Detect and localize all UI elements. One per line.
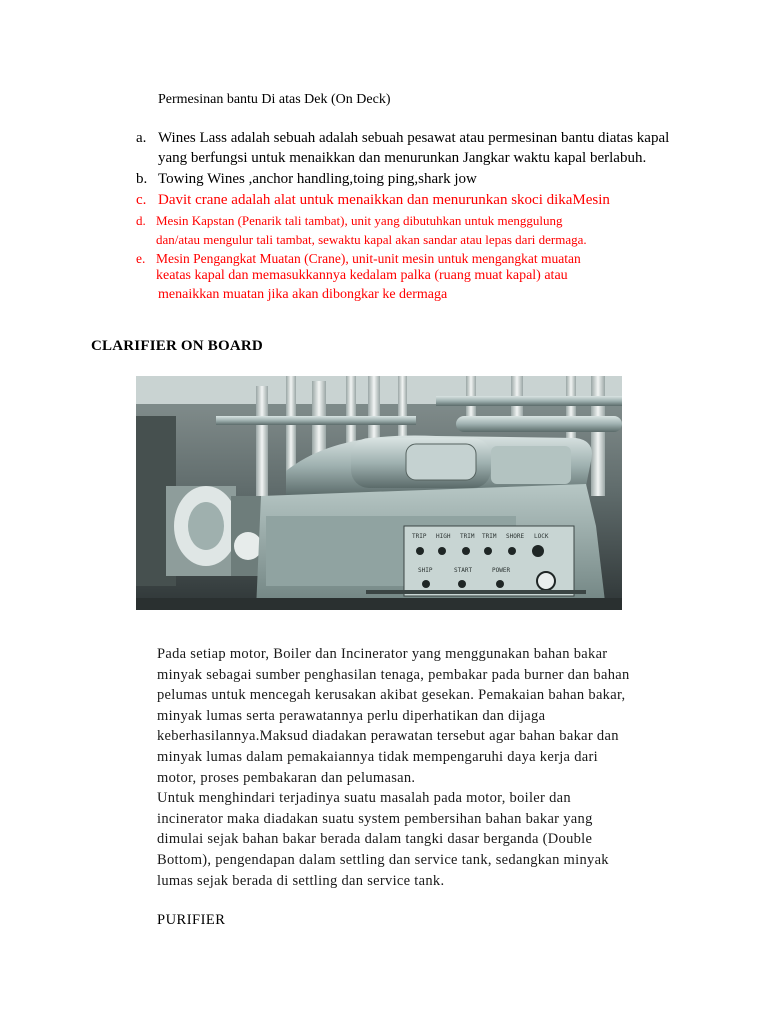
- list-item-text: Mesin Pengangkat Muatan (Crane), unit-unit mesin untuk mengangkat muatan: [156, 251, 581, 266]
- paragraph-line: Untuk menghindari terjadinya suatu masalah pada motor, boiler dan: [157, 790, 571, 807]
- panel-label: TRIM: [482, 533, 497, 540]
- section-title: CLARIFIER ON BOARD: [91, 338, 263, 354]
- paragraph-line: pelumas untuk mencegah kerusakan akibat gesekan. Pemakaian bahan bakar,: [157, 687, 626, 704]
- paragraph-line: minyak lumas dalam pemakaiannya tidak mempengaruhi daya kerja dari: [157, 749, 598, 765]
- panel-label: START: [454, 567, 473, 574]
- paragraph-line: minyak lumas serta perawatannya perlu diperhatikan dan dijaga: [157, 707, 546, 724]
- panel-label: TRIP: [412, 533, 427, 540]
- paragraph-line: minyak sebagai sumber penghasilan tenaga, pembakar pada burner dan bahan: [157, 666, 630, 683]
- list-item-text: Mesin Kapstan (Penarik tali tambat), unit yang dibutuhkan untuk menggulung: [156, 213, 563, 228]
- paragraph-line: lumas sejak berada di settling dan service tank.: [157, 872, 445, 889]
- paragraph-line: dimulai sejak bahan bakar berada dalam tangki dasar berganda (Double: [157, 831, 593, 848]
- paragraph-line: Pada setiap motor, Boiler dan Incinerator yang menggunakan bahan bakar: [157, 646, 608, 662]
- list-item-text: dan/atau mengulur tali tambat, sewaktu kapal akan sandar atau lepas dari dermaga.: [156, 232, 587, 247]
- list-item-text: Davit crane adalah alat untuk menaikkan dan menurunkan skoci dikaMesin: [158, 192, 610, 208]
- paragraph-line: Bottom), pengendapan dalam settling dan service tank, sedangkan minyak: [157, 852, 609, 868]
- paragraph-line: motor, proses pembakaran dan pelumasan.: [157, 769, 416, 786]
- purifier-title: PURIFIER: [157, 912, 226, 928]
- panel-label: LOCK: [534, 533, 549, 540]
- paragraph-line: incinerator maka diadakan suatu system pembersihan bahan bakar yang: [157, 810, 593, 827]
- section-heading: Permesinan bantu Di atas Dek (On Deck): [158, 92, 391, 107]
- panel-label: TRIM: [460, 533, 475, 540]
- panel-label: POWER: [492, 567, 511, 574]
- list-marker: c.: [136, 192, 147, 208]
- list-item-text: menaikkan muatan jika akan dibongkar ke dermaga: [158, 287, 448, 302]
- list-item-text: keatas kapal dan memasukkannya kedalam palka (ruang muat kapal) atau: [156, 268, 568, 283]
- panel-label: SHIP: [418, 567, 433, 574]
- list-marker: e.: [136, 251, 146, 266]
- list-item-text: yang berfungsi untuk menaikkan dan menurunkan Jangkar waktu kapal berlabuh.: [158, 150, 647, 166]
- body-paragraph: [157, 646, 697, 896]
- panel-label: SHORE: [506, 533, 525, 540]
- list-item-text: Towing Wines ,anchor handling,toing ping,shark jow: [158, 171, 477, 187]
- list-marker: b.: [136, 171, 148, 187]
- list-item-text: Wines Lass adalah sebuah adalah sebuah pesawat atau permesinan bantu diatas kapal: [158, 130, 670, 146]
- machinery-illustration: [136, 376, 622, 610]
- list-marker: d.: [136, 213, 146, 228]
- paragraph-line: keberhasilannya.Maksud diadakan perawatan tersebut agar bahan bakar dan: [157, 728, 619, 745]
- panel-label: HIGH: [436, 533, 451, 540]
- list-marker: a.: [136, 130, 147, 146]
- clarifier-photo: [136, 376, 622, 610]
